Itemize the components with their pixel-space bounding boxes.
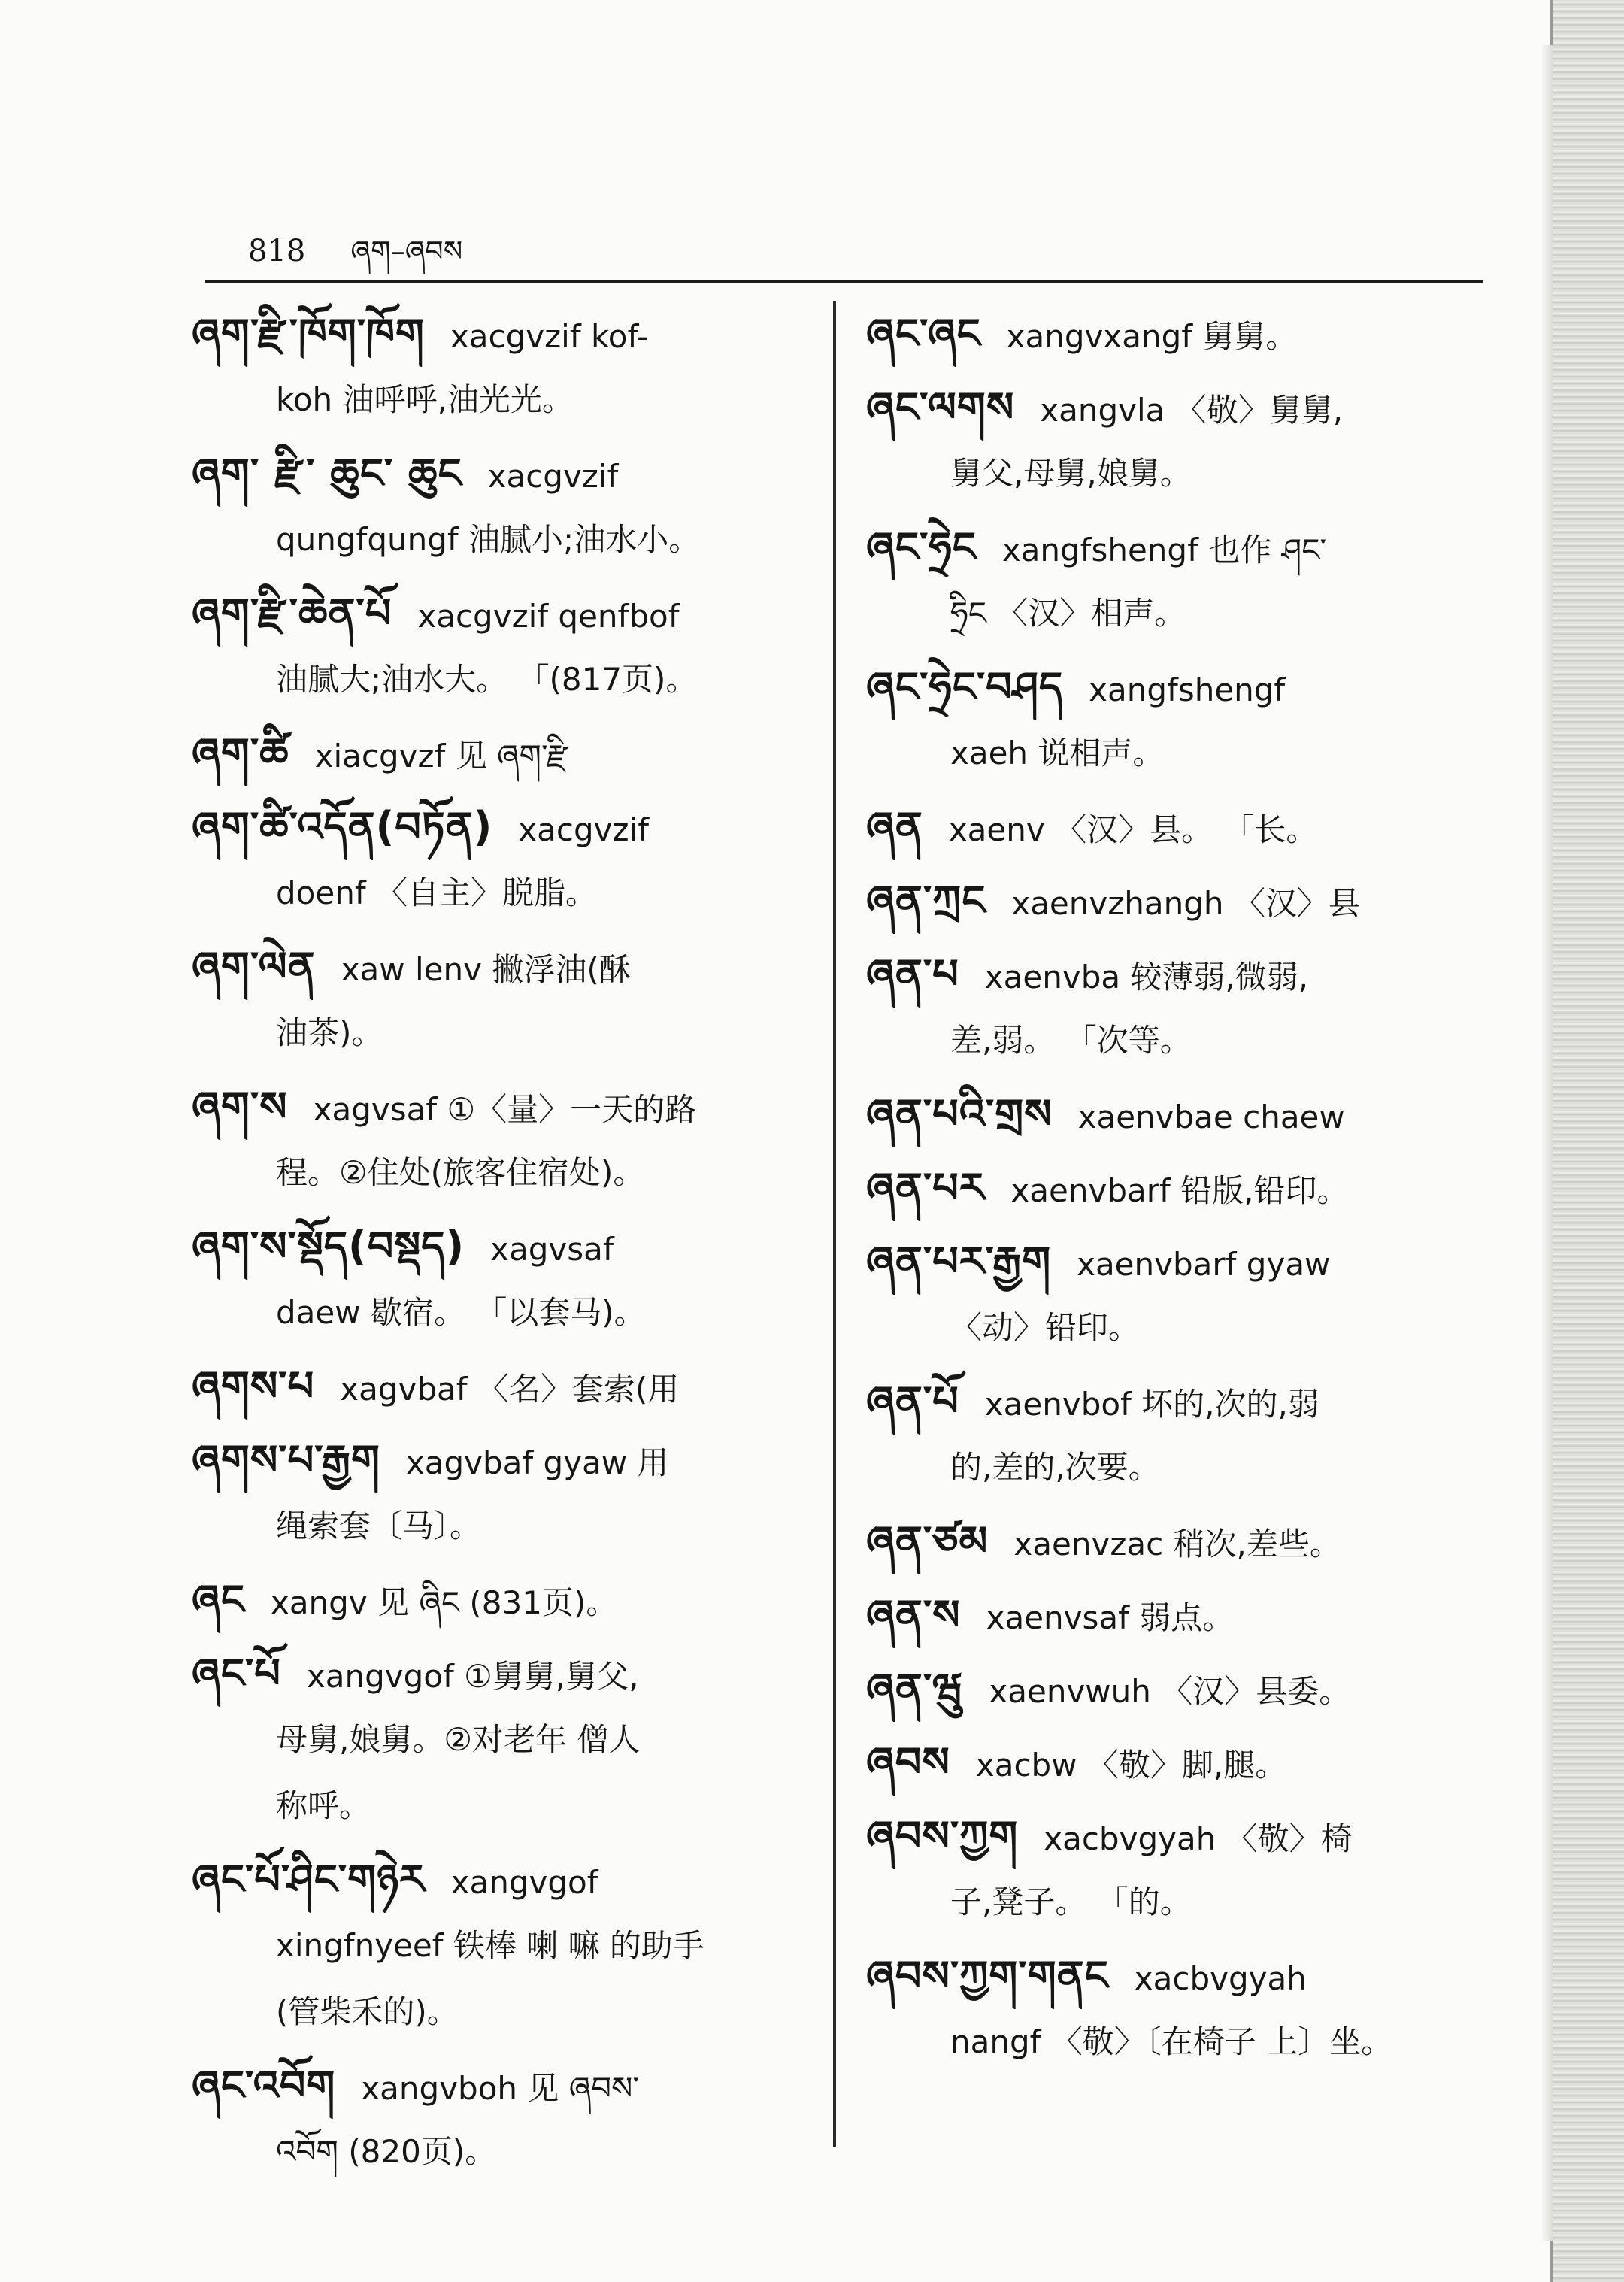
- entry-first-line: [192, 580, 820, 647]
- entry-continuation-line: [192, 1979, 820, 2045]
- tibetan-headword: ཞན་ཝུ: [866, 1665, 964, 1712]
- dictionary-entry: [192, 1641, 820, 1839]
- tibetan-headword: ཞན་པར: [866, 1164, 986, 1211]
- entry-text: 油茶)。: [276, 1014, 383, 1051]
- tibetan-headword: ཞབས་ཀྱག: [866, 1812, 1019, 1859]
- entry-first-line: [192, 441, 820, 507]
- tibetan-headword: ཞག་ལེན: [192, 943, 316, 990]
- entry-text: doenf 〈自主〉脱脂。: [276, 874, 597, 911]
- entry-text: 差,弱。 「次等。: [950, 1022, 1192, 1059]
- entry-text: xiacgvzf 见 ཞག་རྫི: [314, 738, 568, 774]
- entry-text: 称呼。: [276, 1787, 371, 1824]
- dictionary-entry: [192, 1074, 820, 1206]
- entry-text: xacgvzif kof-: [450, 318, 649, 355]
- entry-continuation-line: [866, 441, 1490, 507]
- entry-text: xaenvbae chaew: [1077, 1099, 1345, 1135]
- tibetan-headword: ཞན་པར་རྒྱག: [866, 1238, 1052, 1285]
- tibetan-headword: ཞག་ས་སྡོད(བསྡད): [192, 1223, 465, 1270]
- entry-continuation-line: [192, 1913, 820, 1979]
- entry-first-line: [192, 1353, 820, 1420]
- dictionary-entry: [866, 868, 1490, 934]
- entry-text: xaenvsaf 弱点。: [986, 1599, 1235, 1636]
- entry-text: 的,差的,次要。: [950, 1449, 1160, 1486]
- entry-continuation-line: [866, 1008, 1490, 1074]
- entry-first-line: [866, 1155, 1490, 1221]
- entry-continuation-line: [192, 367, 820, 433]
- dictionary-entry: [866, 1155, 1490, 1221]
- entry-first-line: [866, 1803, 1490, 1869]
- dictionary-entry: [192, 1427, 820, 1559]
- dictionary-entry: [192, 441, 820, 573]
- dictionary-entry: [866, 1508, 1490, 1574]
- tibetan-headword: ཞགས་པ་རྒྱག: [192, 1436, 380, 1483]
- dictionary-entry: [192, 720, 820, 786]
- tibetan-headword: ཞང་ཞང: [866, 310, 981, 357]
- tibetan-headword: ཞག་ཚི་འདོན(བཏོན): [192, 803, 493, 850]
- page-header: [248, 220, 462, 272]
- entry-text: 母舅,娘舅。②对老年 僧人: [276, 1721, 641, 1758]
- page-edge-shadow: [1550, 0, 1624, 2282]
- entry-continuation-line: [866, 1295, 1490, 1361]
- dictionary-entry: [866, 1943, 1490, 2075]
- entry-text: 油腻大;油水大。 「(817页)。: [276, 661, 698, 698]
- dictionary-entry: [866, 1582, 1490, 1648]
- dictionary-entry: [192, 1847, 820, 2045]
- entry-text: koh 油呼呼,油光光。: [276, 381, 574, 418]
- tibetan-headword: ཞན་པ: [866, 950, 959, 998]
- entry-text: xacbvgyah 〈敬〉椅: [1044, 1820, 1353, 1857]
- tibetan-headword: ཞང་འབོག: [192, 2062, 336, 2109]
- entry-continuation-line: [192, 1773, 820, 1839]
- dictionary-entry: [866, 1656, 1490, 1722]
- entry-text: xaenvzhangh 〈汉〉县: [1011, 885, 1360, 922]
- dictionary-entry: [866, 1229, 1490, 1361]
- entry-continuation-line: [866, 1435, 1490, 1501]
- entry-text: xangv 见 ཞིང (831页)。: [270, 1584, 618, 1621]
- tibetan-headword: ཞན་ཙམ: [866, 1517, 989, 1565]
- entry-text: ཧྲིང 〈汉〉相声。: [950, 595, 1186, 632]
- tibetan-headword: ཞབས: [866, 1738, 950, 1786]
- entry-first-line: [866, 1582, 1490, 1648]
- entry-first-line: [192, 1641, 820, 1707]
- entry-text: daew 歇宿。 「以套马)。: [276, 1294, 646, 1331]
- page-number: 818: [248, 234, 306, 268]
- entry-text: xagvsaf: [490, 1231, 614, 1268]
- entry-text: xaenvbarf 铅版,铅印。: [1010, 1172, 1349, 1209]
- entry-first-line: [866, 654, 1490, 720]
- tibetan-headword: ཞང་ལགས: [866, 383, 1015, 431]
- entry-first-line: [192, 2053, 820, 2119]
- entry-text: (管柴禾的)。: [276, 1993, 459, 2030]
- tibetan-headword: ཞག་རྫི་ཆེན་པོ: [192, 589, 392, 637]
- entry-text: 程。②住处(旅客住宿处)。: [276, 1154, 645, 1191]
- dictionary-entry: [866, 374, 1490, 507]
- entry-continuation-line: [192, 1707, 820, 1773]
- entry-first-line: [866, 301, 1490, 367]
- dictionary-entry: [192, 794, 820, 926]
- entry-text: xaenvbarf gyaw: [1077, 1246, 1331, 1283]
- tibetan-headword: ཞག་ས: [192, 1083, 288, 1130]
- tibetan-headword: ཞང་ཧྲེང: [866, 523, 977, 571]
- tibetan-headword: ཞན་པའི་གྲས: [866, 1090, 1053, 1138]
- entry-text: xaenvzac 稍次,差些。: [1013, 1526, 1341, 1562]
- entry-first-line: [192, 794, 820, 860]
- entry-text: xacbvgyah: [1134, 1960, 1307, 1997]
- entry-text: 舅父,母舅,娘舅。: [950, 455, 1192, 492]
- entry-first-line: [866, 514, 1490, 580]
- dictionary-entry: [866, 301, 1490, 367]
- tibetan-headword: ཞང་པོ: [192, 1650, 281, 1697]
- tibetan-headword: ཞན: [866, 803, 923, 850]
- entry-text: qungfqungf 油腻小;油水小。: [276, 521, 701, 558]
- dictionary-entry: [866, 1081, 1490, 1147]
- entry-text: xaeh 说相声。: [950, 735, 1165, 771]
- entry-first-line: [192, 301, 820, 367]
- entry-first-line: [866, 1368, 1490, 1435]
- dictionary-entry: [866, 1368, 1490, 1501]
- entry-text: xangvla 〈敬〉舅舅,: [1040, 392, 1344, 429]
- entry-text: 子,凳子。 「的。: [950, 1883, 1192, 1920]
- entry-continuation-line: [192, 2119, 820, 2185]
- entry-text: xangfshengf: [1089, 671, 1286, 708]
- dictionary-entry: [866, 794, 1490, 860]
- entry-text: xaenvbof 坏的,次的,弱: [984, 1386, 1320, 1423]
- tibetan-headword: ཞག་ཚི: [192, 729, 289, 777]
- dictionary-entry: [192, 1353, 820, 1420]
- dictionary-entry: [192, 580, 820, 713]
- entry-continuation-line: [192, 1140, 820, 1206]
- entry-continuation-line: [192, 1493, 820, 1559]
- entry-first-line: [866, 374, 1490, 441]
- entry-continuation-line: [866, 1869, 1490, 1935]
- entry-text: 〈动〉铅印。: [950, 1309, 1141, 1346]
- tibetan-headword: ཞན་པོ: [866, 1377, 959, 1425]
- dictionary-entry: [866, 514, 1490, 647]
- entry-continuation-line: [192, 507, 820, 573]
- entry-text: nangf 〈敬〉〔在椅子 上〕坐。: [950, 2023, 1393, 2060]
- dictionary-entry: [192, 934, 820, 1066]
- entry-continuation-line: [866, 580, 1490, 647]
- header-rule: [205, 280, 1483, 283]
- dictionary-entry: [866, 1729, 1490, 1796]
- tibetan-headword: ཞན་ས: [866, 1591, 961, 1638]
- entry-first-line: [866, 1229, 1490, 1295]
- entry-first-line: [866, 1943, 1490, 2009]
- entry-text: xangvxangf 舅舅。: [1006, 318, 1298, 355]
- entry-continuation-line: [192, 647, 820, 713]
- entry-text: xaw lenv 撇浮油(酥: [341, 951, 631, 988]
- entry-text: 绳索套〔马〕。: [276, 1508, 482, 1544]
- entry-first-line: [866, 941, 1490, 1008]
- entry-first-line: [192, 1427, 820, 1493]
- guide-words: ཞག–ཞབས: [350, 235, 463, 268]
- tibetan-headword: ཞང་པོ་ཤིང་གཉེར: [192, 1856, 426, 1903]
- entry-text: xangvboh 见 ཞབས་: [361, 2070, 640, 2107]
- entry-first-line: [866, 868, 1490, 934]
- column-divider: [833, 301, 836, 2147]
- entry-first-line: [192, 1074, 820, 1140]
- entry-text: xagvsaf ①〈量〉一天的路: [313, 1091, 697, 1128]
- entry-text: xacbw 〈敬〉脚,腿。: [975, 1747, 1287, 1783]
- dictionary-entry: [192, 2053, 820, 2185]
- dictionary-entry: [866, 654, 1490, 786]
- entry-first-line: [866, 1081, 1490, 1147]
- entry-text: xingfnyeef 铁棒 喇 嘛 的助手: [276, 1927, 704, 1964]
- dictionary-entry: [192, 1214, 820, 1346]
- dictionary-entry: [192, 1567, 820, 1633]
- entry-text: xaenvwuh 〈汉〉县委。: [989, 1673, 1351, 1710]
- tibetan-headword: ཞགས་པ: [192, 1362, 315, 1410]
- dictionary-entry: [866, 1803, 1490, 1935]
- entry-text: xaenvba 较薄弱,微弱,: [984, 959, 1309, 996]
- entry-first-line: [866, 1656, 1490, 1722]
- left-column: [192, 301, 820, 2193]
- entry-first-line: [192, 1567, 820, 1633]
- page-edge-gradient: [1542, 45, 1553, 2241]
- entry-text: xacgvzif: [518, 811, 649, 848]
- right-column: [866, 301, 1490, 2083]
- entry-text: xangvgof ①舅舅,舅父,: [306, 1658, 639, 1695]
- entry-text: xaenv 〈汉〉县。 「长。: [948, 811, 1318, 848]
- entry-first-line: [866, 794, 1490, 860]
- entry-text: xagvbaf 〈名〉套索(用: [340, 1371, 680, 1408]
- dictionary-entry: [192, 301, 820, 433]
- dictionary-entry: [866, 941, 1490, 1074]
- entry-first-line: [866, 1729, 1490, 1796]
- tibetan-headword: ཞན་ཀྲང: [866, 877, 986, 924]
- entry-continuation-line: [192, 1000, 820, 1066]
- entry-text: xangvgof: [450, 1864, 598, 1901]
- tibetan-headword: ཞག་རྫི་ཁོག་ཁོག: [192, 310, 425, 357]
- entry-text: xacgvzif qenfbof: [417, 598, 680, 635]
- entry-first-line: [192, 1847, 820, 1913]
- entry-continuation-line: [866, 2009, 1490, 2075]
- tibetan-headword: ཞང: [192, 1576, 245, 1623]
- entry-continuation-line: [192, 1280, 820, 1346]
- entry-text: xacgvzif: [487, 458, 619, 495]
- entry-first-line: [192, 720, 820, 786]
- entry-first-line: [192, 1214, 820, 1280]
- tibetan-headword: ཞག་ རྫི་ ཆུང་ ཆུང: [192, 450, 462, 497]
- entry-text: xangfshengf 也作 ཤང་: [1001, 532, 1327, 568]
- entry-text: xagvbaf gyaw 用: [405, 1444, 669, 1481]
- entry-first-line: [192, 934, 820, 1000]
- entry-text: འབོག (820页)。: [276, 2133, 497, 2170]
- tibetan-headword: ཞང་ཧྲེང་བཤད: [866, 663, 1064, 711]
- entry-first-line: [866, 1508, 1490, 1574]
- entry-continuation-line: [866, 720, 1490, 786]
- tibetan-headword: ཞབས་ཀྱག་གནང: [866, 1952, 1109, 1999]
- entry-continuation-line: [192, 860, 820, 926]
